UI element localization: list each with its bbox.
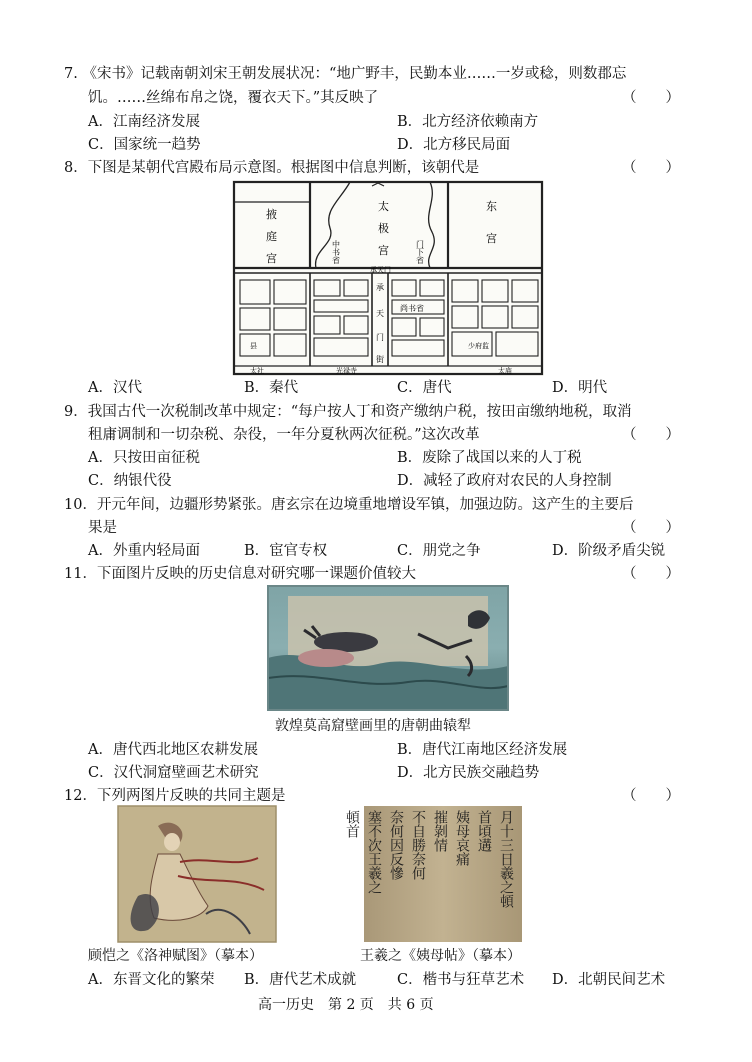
q11-image-caption: 敦煌莫高窟壁画里的唐朝曲辕犁 [275,718,471,734]
q11-option-a: A．唐代西北地区农耕发展 [88,742,258,758]
map-label-bottom-left: 太社 [250,367,264,375]
q7-option-c: C．国家统一趋势 [88,137,201,153]
q8-option-a: A．汉代 [88,380,142,396]
calligraphy-col-7: 塞不次王羲之 [366,810,382,894]
map-label-lower-left: 县 [250,342,257,350]
map-label-bottom-right: 太庙 [498,367,512,375]
map-street-1: 承 [376,283,384,292]
calligraphy-col-8: 頓首 [344,810,360,838]
q8-option-d: D．明代 [552,380,608,396]
map-label-lower-right: 少府监 [468,342,489,350]
luoshen-painting-image [118,806,276,942]
q10-option-a: A．外重内轻局面 [88,543,200,559]
palace-layout-map [232,180,544,376]
q11-option-d: D．北方民族交融趋势 [397,765,540,781]
palace-layout-svg [232,180,544,376]
q7-option-d: D．北方移民局面 [397,137,511,153]
q9-answer-paren: （ ） [622,427,680,443]
q11-option-b: B．唐代江南地区经济发展 [397,742,568,758]
q12-caption-right: 王羲之《姨母帖》（摹本） [360,948,521,964]
map-label-west-2: 庭 [266,230,277,243]
q11-option-c: C．汉代洞窟壁画艺术研究 [88,765,259,781]
map-label-zhongshu: 中书省 [331,240,341,264]
q9-option-a: A．只按田亩征税 [88,450,200,466]
q10-answer-paren: （ ） [622,520,680,536]
q9-option-b: B．废除了战国以来的人丁税 [397,450,582,466]
q9-stem-line2: 租庸调制和一切杂税、杂役，一年分夏秋两次征税。”这次改革 [88,427,480,443]
calligraphy-col-2: 首頃遘 [476,810,492,852]
q12-option-c: C．楷书与狂草艺术 [397,972,525,988]
q7-stem-line1: 7. 《宋书》记载南朝刘宋王朝发展状况：“地广野丰，民勤本业……一岁或稔，则数郡忘 [64,66,627,82]
map-label-bottom-center: 光禄寺 [336,367,357,375]
q10-option-c: C．朋党之争 [397,543,481,559]
q9-option-c: C．纳银代役 [88,473,172,489]
q9-stem-line1: 9．我国古代一次税制改革中规定：“每户按人丁和资产缴纳户税，按田亩缴纳地税，取消 [64,404,632,420]
q12-option-b: B．唐代艺术成就 [244,972,357,988]
map-label-east-1: 东 [486,200,497,213]
q10-option-d: D．阶级矛盾尖锐 [552,543,666,559]
luoshen-figure-picture [118,806,276,942]
q12-option-a: A．东晋文化的繁荣 [88,972,215,988]
map-label-shangshu: 尚书省 [400,304,424,313]
q9-option-d: D．减轻了政府对农民的人身控制 [397,473,612,489]
q11-stem: 11．下面图片反映的历史信息对研究哪一课题价值较大 [64,566,416,582]
q8-stem: 8．下图是某朝代宫殿布局示意图。根据图中信息判断，该朝代是 [64,160,480,176]
map-street-4: 街 [376,355,384,364]
map-label-center-2: 极 [378,222,389,235]
map-street-3: 门 [376,333,384,342]
map-label-menxia: 门下省 [415,240,425,264]
q7-stem-line2: 饥。……丝绵布帛之饶，覆衣天下。”其反映了 [88,90,379,106]
calligraphy-col-4: 摧剝情 [432,810,448,852]
q8-option-b: B．秦代 [244,380,299,396]
q7-option-b: B．北方经济依赖南方 [397,114,539,130]
map-street-2: 天 [376,309,384,318]
map-label-gate: 承天门 [370,266,391,274]
q10-option-b: B．宦官专权 [244,543,328,559]
q8-answer-paren: （ ） [622,160,680,176]
q12-caption-left: 顾恺之《洛神赋图》（摹本） [88,948,263,964]
q12-answer-paren: （ ） [622,788,680,804]
q7-option-a: A．江南经济发展 [88,114,200,130]
calligraphy-col-1: 月十三日羲之頓 [498,810,514,908]
q7-answer-paren: （ ） [622,90,680,106]
map-label-west-1: 掖 [266,208,277,221]
dunhuang-mural-image [268,586,508,710]
calligraphy-col-6: 奈何因反慘 [388,810,404,880]
q10-stem-line1: 10．开元年间，边疆形势紧张。唐玄宗在边境重地增设军镇，加强边防。这产生的主要后 [64,497,634,513]
page-footer: 高一历史 第 2 页 共 6 页 [258,997,434,1013]
map-label-west-3: 宫 [266,252,277,265]
yimu-calligraphy-image [344,806,522,942]
q12-stem: 12．下列两图片反映的共同主题是 [64,788,286,804]
map-label-center-3: 宫 [378,244,389,257]
mural-plough-picture [268,586,508,710]
map-label-east-2: 宫 [486,232,497,245]
q11-answer-paren: （ ） [622,566,680,582]
map-label-center-1: 太 [378,200,389,213]
q10-stem-line2: 果是 [88,520,117,536]
calligraphy-col-5: 不自勝奈何 [410,810,426,880]
q12-option-d: D．北朝民间艺术 [552,972,666,988]
calligraphy-col-3: 姨母哀痛 [454,810,470,866]
q8-option-c: C．唐代 [397,380,452,396]
